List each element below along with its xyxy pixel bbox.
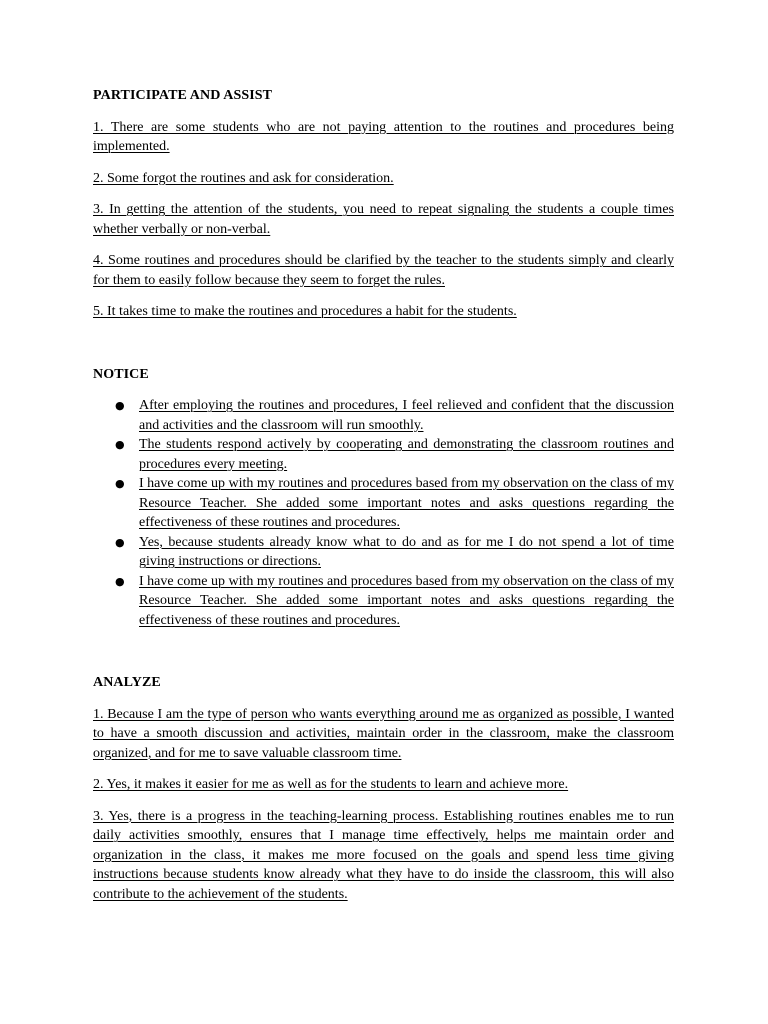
document-page	[93, 86, 674, 904]
participate-item-2: 2. Some forgot the routines and ask for consideration.	[93, 170, 394, 186]
notice-item-2	[115, 435, 674, 474]
notice-item-1	[115, 396, 674, 435]
notice-item-text: After employing the routines and procedures, I feel relieved and confident that the discussion and activities and the classroom will run smoothly.	[139, 398, 674, 433]
notice-item-3	[115, 474, 674, 533]
analyze-item-2: 2. Yes, it makes it easier for me as well as for the students to learn and achieve more.	[93, 777, 569, 792]
bullet-icon: ●	[115, 477, 125, 490]
notice-item-text: Yes, because students already know what to do and as for me I do not spend a lot of time giving instructions or directions.	[139, 534, 674, 569]
analyze-heading: ANALYZE	[93, 675, 161, 690]
participate-item-1: 1. There are some students who are not paying attention to the routines and procedures being implemented.	[93, 119, 674, 154]
participate-heading: PARTICIPATE AND ASSIST	[93, 88, 273, 103]
notice-item-5	[115, 572, 674, 631]
notice-item-text: I have come up with my routines and procedures based from my observation on the class of my Resource Teacher. She added some important notes and asks questions regarding the effectiveness of these routines and procedures.	[139, 573, 674, 628]
notice-item-text: I have come up with my routines and procedures based from my observation on the class of my Resource Teacher. She added some important notes and asks questions regarding the effectiveness of these routines and procedures.	[139, 476, 674, 530]
notice-list	[93, 396, 674, 630]
participate-item-3: 3. In getting the attention of the students, you need to repeat signaling the students a couple times whether verbally or non-verbal.	[93, 202, 674, 237]
bullet-icon: ●	[115, 399, 125, 412]
notice-item-text: The students respond actively by cooperating and demonstrating the classroom routines and procedures every meeting.	[139, 437, 674, 472]
notice-item-4	[115, 533, 674, 572]
analyze-item-3: 3. Yes, there is a progress in the teaching-learning process. Establishing routines enables me to run daily activities smoothly, ensures that I manage time effectively, helps me maintain order and organization in the class, it makes me more focused on the goals and spend less time giving instructions because students know already what they have to do inside the classroom, this will also contribute to the achievement of the students.	[93, 808, 674, 902]
bullet-icon: ●	[115, 438, 125, 451]
notice-heading: NOTICE	[93, 366, 149, 382]
participate-item-5: 5. It takes time to make the routines and procedures a habit for the students.	[93, 304, 517, 319]
bullet-icon: ●	[115, 535, 125, 549]
participate-item-4: 4. Some routines and procedures should be clarified by the teacher to the students simply and clearly for them to easily follow because they seem to forget the rules.	[93, 253, 674, 288]
bullet-icon: ●	[115, 574, 125, 588]
analyze-item-1: 1. Because I am the type of person who wants everything around me as organized as possible, I wanted to have a smooth discussion and activities, maintain order in the classroom, make the classroom organized, and for me to save valuable classroom time.	[93, 706, 674, 761]
